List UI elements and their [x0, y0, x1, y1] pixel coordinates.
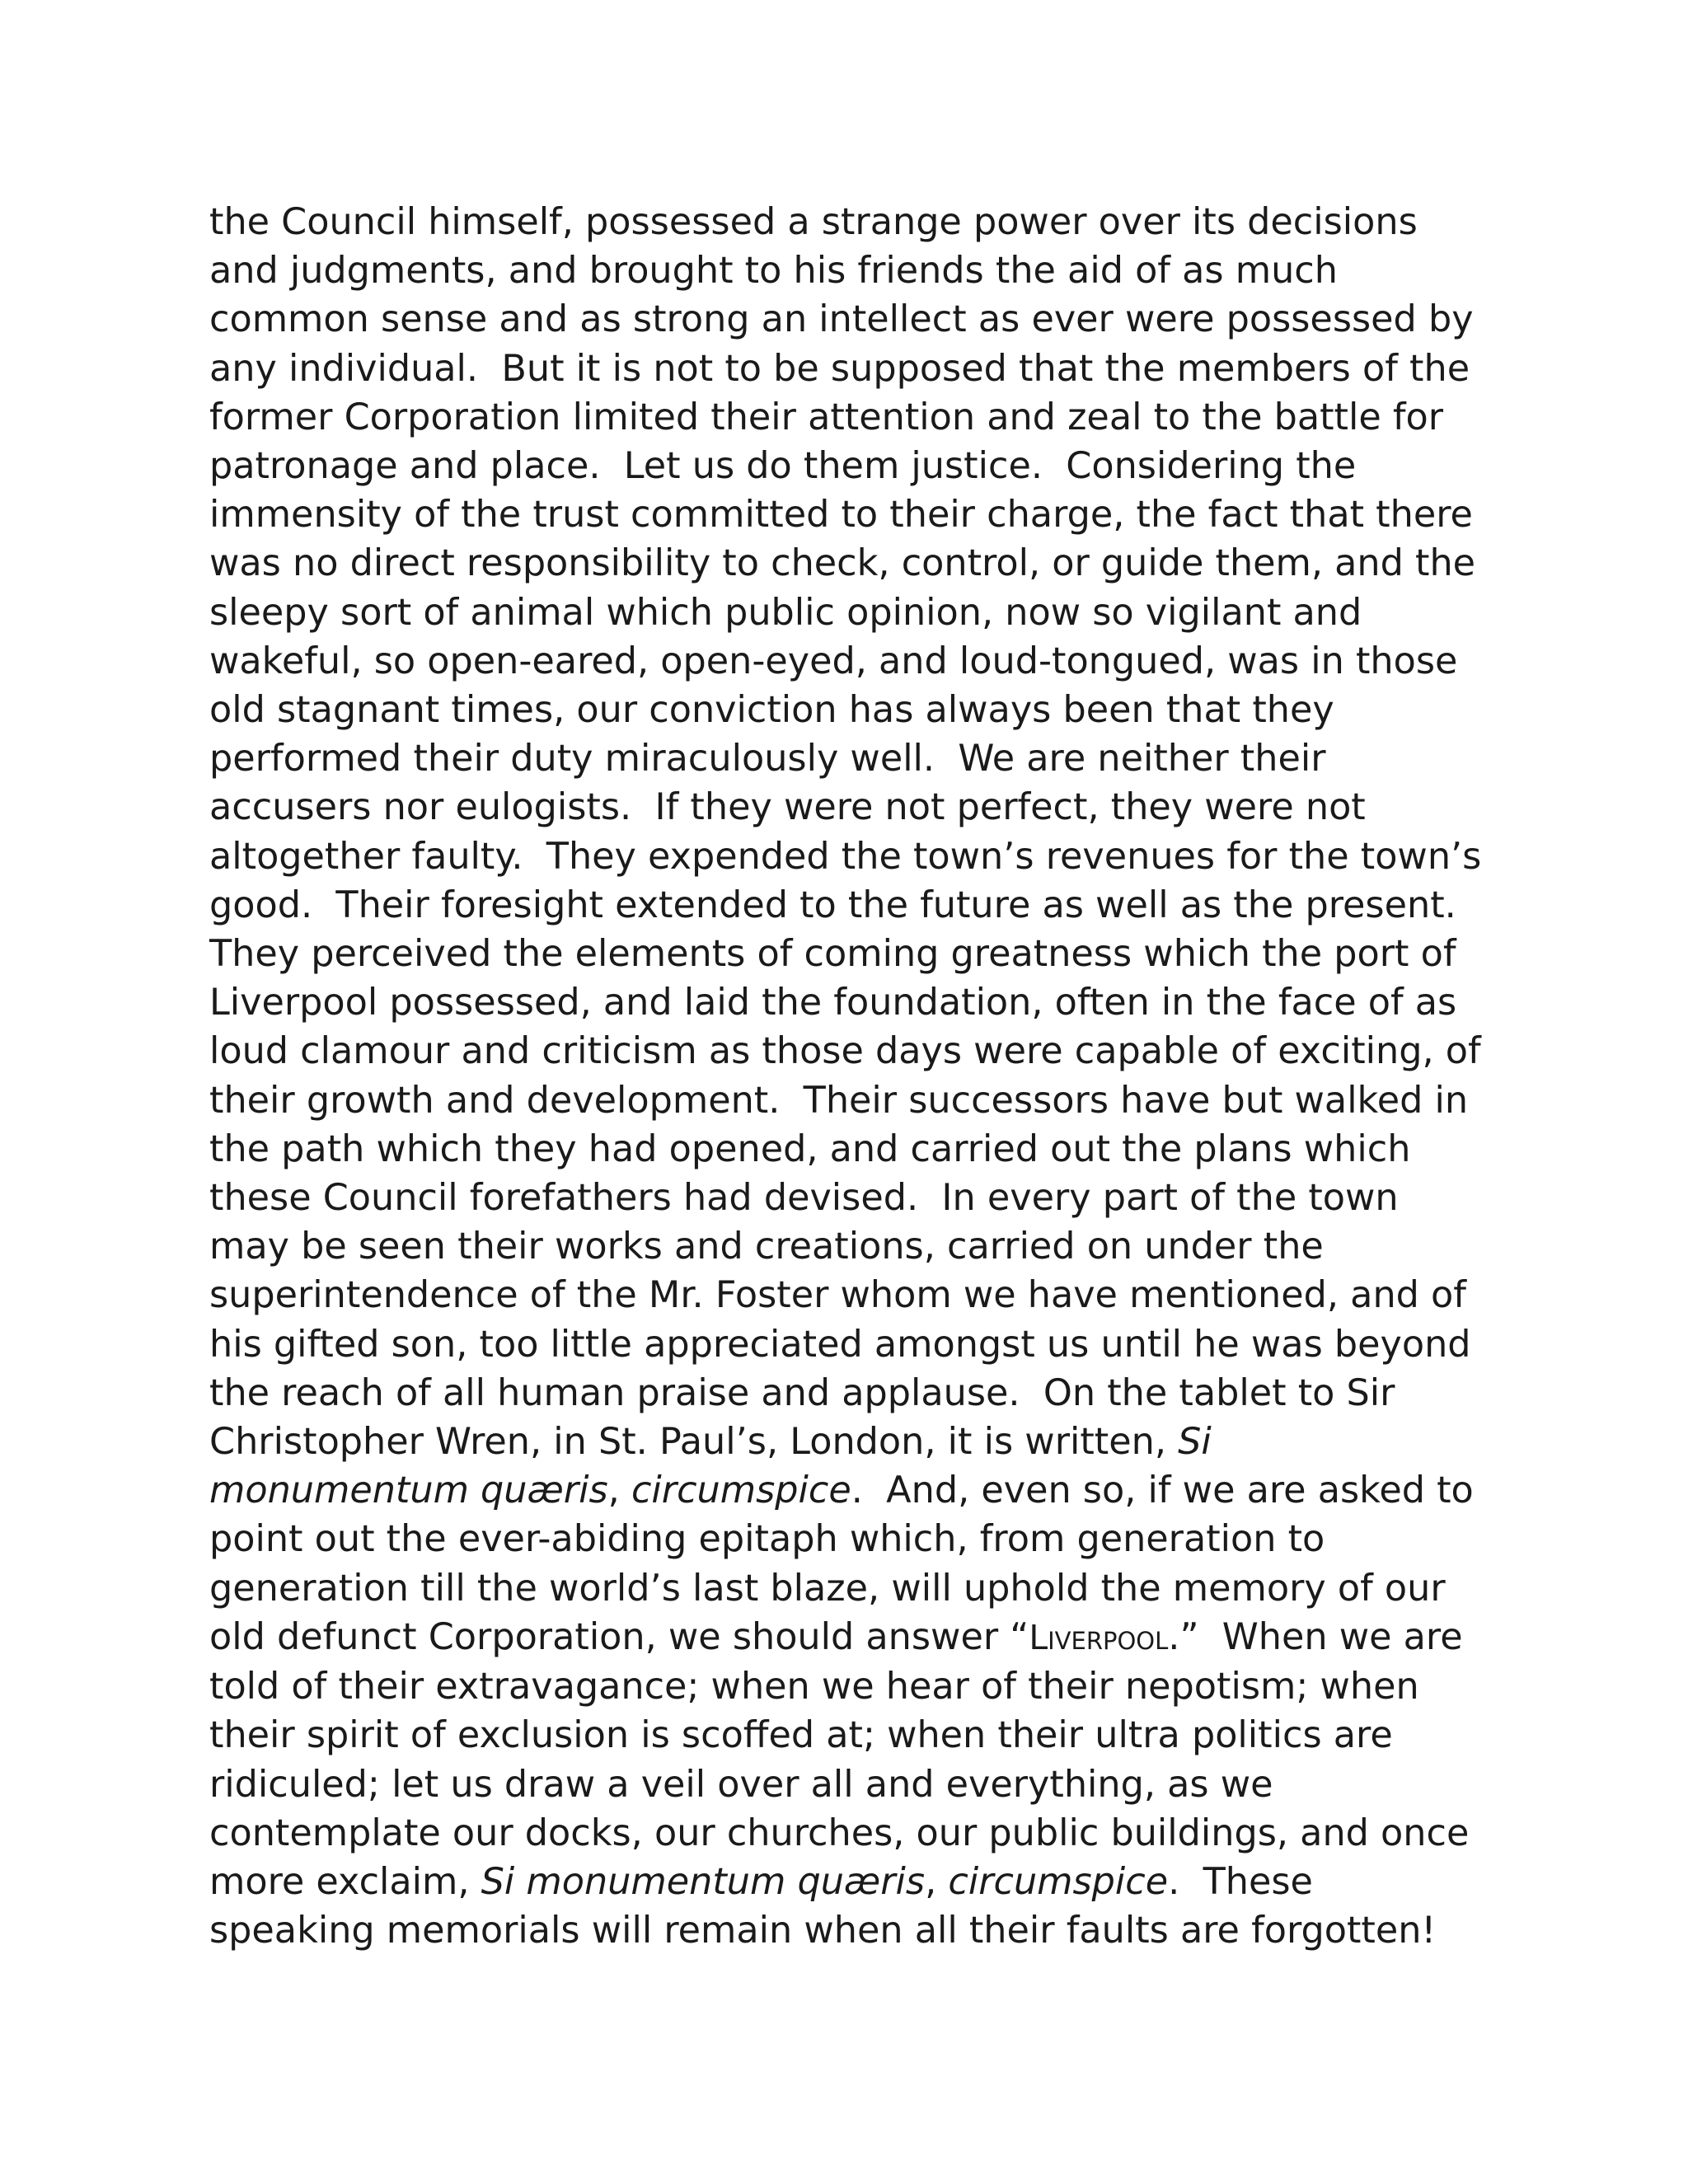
text-segment: may be seen their works and creations, carried on under the	[209, 1226, 1324, 1268]
text-segment: .” When we are	[1168, 1615, 1463, 1658]
text-line	[209, 1613, 1495, 1662]
text-line	[209, 198, 1495, 246]
text-segment: generation till the world’s last blaze, will uphold the memory of our	[209, 1567, 1446, 1610]
text-line	[209, 1271, 1495, 1319]
text-segment: immensity of the trust committed to their charge, the fact that there	[209, 494, 1473, 537]
text-segment: performed their duty miraculously well. We are neither their	[209, 738, 1326, 780]
text-line	[209, 1027, 1495, 1076]
text-segment: these Council forefathers had devised. In every part of the town	[209, 1177, 1399, 1220]
text-line	[209, 881, 1495, 930]
text-segment: their growth and development. Their successors have but walked in	[209, 1079, 1469, 1122]
text-line	[209, 734, 1495, 783]
text-segment: altogether faulty. They expended the town’s revenues for the town’s	[209, 835, 1482, 878]
text-line	[209, 1418, 1495, 1466]
text-segment: any individual. But it is not to be supposed that the members of the	[209, 347, 1470, 390]
italic-text: circumspice	[948, 1860, 1169, 1903]
text-segment: contemplate our docks, our churches, our public buildings, and once	[209, 1811, 1470, 1854]
text-line	[209, 1858, 1495, 1906]
text-line	[209, 1369, 1495, 1418]
text-segment: old defunct Corporation, we should answer “	[209, 1615, 1029, 1658]
text-segment: common sense and as strong an intellect as ever were possessed by	[209, 298, 1474, 341]
italic-text: Si monumentum quæris	[481, 1860, 926, 1903]
text-line	[209, 783, 1495, 832]
text-segment: ridiculed; let us draw a veil over all and everything, as we	[209, 1763, 1273, 1806]
text-segment: the reach of all human praise and applause. On the tablet to Sir	[209, 1371, 1395, 1414]
italic-text: Si	[1178, 1421, 1212, 1464]
text-line	[209, 637, 1495, 686]
text-segment: superintendence of the Mr. Foster whom we have mentioned, and of	[209, 1274, 1466, 1317]
text-segment: speaking memorials will remain when all their faults are forgotten!	[209, 1910, 1437, 1952]
text-segment: Liverpool possessed, and laid the foundation, often in the face of as	[209, 982, 1457, 1024]
text-line	[209, 1809, 1495, 1858]
text-line	[209, 490, 1495, 539]
text-segment: and judgments, and brought to his friends the aid of as much	[209, 250, 1338, 293]
text-line	[209, 1564, 1495, 1613]
text-line	[209, 1320, 1495, 1369]
text-line	[209, 295, 1495, 344]
text-segment: his gifted son, too little appreciated amongst us until he was beyond	[209, 1323, 1471, 1366]
text-segment: the Council himself, possessed a strange power over its decisions	[209, 201, 1418, 243]
text-line	[209, 1906, 1495, 1955]
text-line	[209, 1466, 1495, 1515]
text-line	[209, 1076, 1495, 1125]
text-segment: was no direct responsibility to check, control, or guide them, and the	[209, 542, 1476, 585]
text-segment: wakeful, so open-eared, open-eyed, and loud-tongued, was in those	[209, 640, 1458, 682]
text-line	[209, 1515, 1495, 1563]
text-segment: patronage and place. Let us do them justice. Considering the	[209, 445, 1357, 488]
text-segment: . These	[1168, 1860, 1313, 1903]
text-segment: accusers nor eulogists. If they were not perfect, they were not	[209, 786, 1366, 829]
text-segment: They perceived the elements of coming greatness which the port of	[209, 933, 1456, 976]
text-line	[209, 1711, 1495, 1760]
text-segment: . And, even so, if we are asked to	[851, 1469, 1474, 1512]
text-segment: Christopher Wren, in St. Paul’s, London, it is written,	[209, 1421, 1179, 1464]
text-line	[209, 393, 1495, 442]
text-segment: loud clamour and criticism as those days were capable of exciting, of	[209, 1030, 1481, 1073]
text-line	[209, 344, 1495, 393]
text-segment: point out the ever-abiding epitaph which, from generation to	[209, 1518, 1325, 1561]
text-line	[209, 978, 1495, 1027]
italic-text: circumspice	[631, 1469, 851, 1512]
text-line	[209, 1125, 1495, 1174]
text-line	[209, 246, 1495, 295]
text-segment: ,	[607, 1469, 631, 1512]
text-segment: good. Their foresight extended to the future as well as the present.	[209, 883, 1456, 926]
text-line	[209, 1662, 1495, 1711]
text-segment: former Corporation limited their attention and zeal to the battle for	[209, 396, 1444, 438]
small-caps-text: Liverpool	[1029, 1617, 1169, 1657]
text-line	[209, 686, 1495, 734]
text-line	[209, 539, 1495, 588]
text-line	[209, 832, 1495, 881]
text-segment: old stagnant times, our conviction has always been that they	[209, 689, 1334, 732]
text-line	[209, 588, 1495, 637]
text-line	[209, 930, 1495, 978]
text-line	[209, 442, 1495, 490]
text-line	[209, 1760, 1495, 1809]
text-line	[209, 1222, 1495, 1271]
text-segment: told of their extravagance; when we hear of their nepotism; when	[209, 1666, 1419, 1708]
text-segment: their spirit of exclusion is scoffed at; when their ultra politics are	[209, 1714, 1393, 1757]
page-body-text	[209, 198, 1495, 1955]
text-line	[209, 1174, 1495, 1222]
italic-text: monumentum quæris	[209, 1469, 608, 1512]
text-segment: ,	[925, 1860, 949, 1903]
text-segment: the path which they had opened, and carried out the plans which	[209, 1127, 1411, 1170]
text-segment: sleepy sort of animal which public opinion, now so vigilant and	[209, 591, 1362, 634]
text-segment: more exclaim,	[209, 1860, 481, 1903]
